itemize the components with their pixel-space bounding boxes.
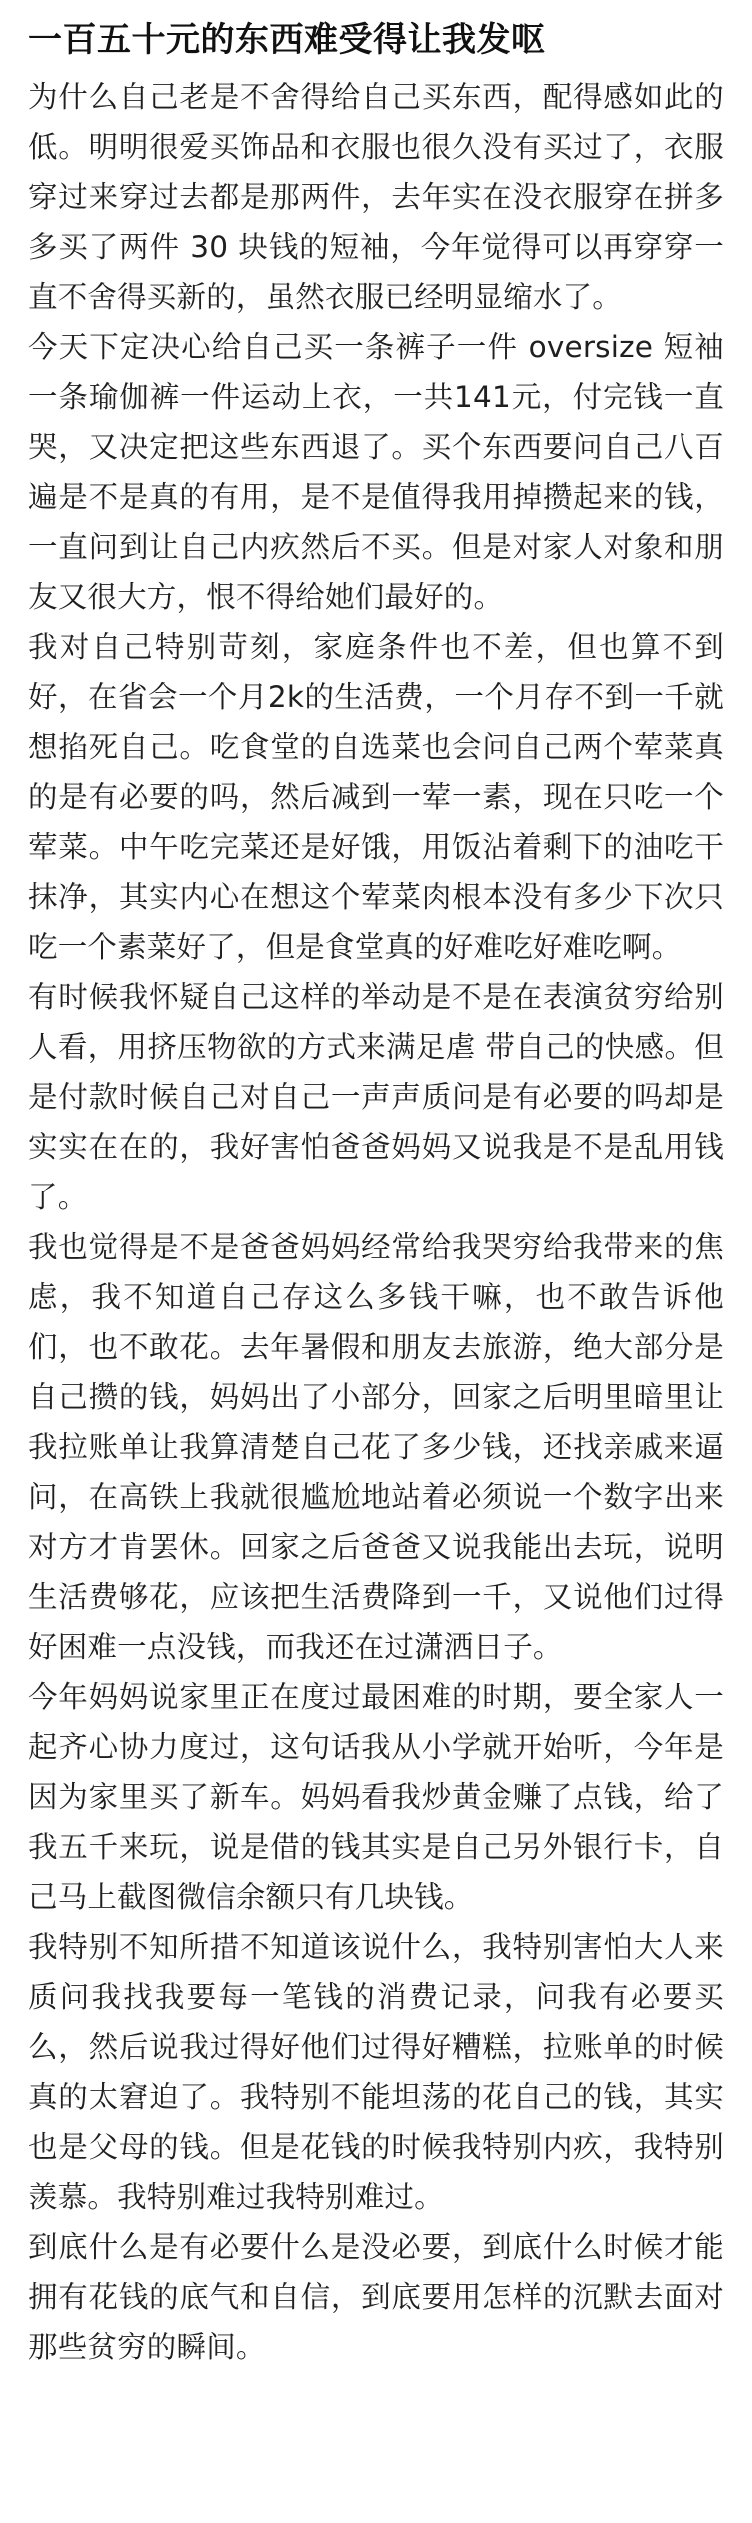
paragraph-4: 有时候我怀疑自己这样的举动是不是在表演贫穷给别人看，用挤压物欲的方式来满足虐 带自己的快感。但是付款时候自己对自己一声声质问是有必要的吗却是实实在在的，我好害怕爸爸妈妈又说我是不是乱用钱了。 xyxy=(28,980,724,1214)
post-title: 一百五十元的东西难受得让我发呕 xyxy=(28,20,546,60)
post-body xyxy=(28,72,724,2372)
paragraph-8: 到底什么是有必要什么是没必要，到底什么时候才能拥有花钱的底气和自信，到底要用怎样的沉默去面对那些贫穷的瞬间。 xyxy=(28,2230,724,2364)
paragraph-1: 为什么自己老是不舍得给自己买东西，配得感如此的低。明明很爱买饰品和衣服也很久没有买过了，衣服穿过来穿过去都是那两件，去年实在没衣服穿在拼多多买了两件 30 块钱的短袖，今年觉得可以再穿穿一直不舍得买新的，虽然衣服已经明显缩水了。 xyxy=(28,80,724,314)
paragraph-5: 我也觉得是不是爸爸妈妈经常给我哭穷给我带来的焦虑，我不知道自己存这么多钱干嘛，也不敢告诉他们，也不敢花。去年暑假和朋友去旅游，绝大部分是自己攒的钱，妈妈出了小部分，回家之后明里暗里让我拉账单让我算清楚自己花了多少钱，还找亲戚来逼问，在高铁上我就很尴尬地站着必须说一个数字出来对方才肯罢休。回家之后爸爸又说我能出去玩，说明生活费够花，应该把生活费降到一千，又说他们过得好困难一点没钱，而我还在过潇洒日子。 xyxy=(28,1230,724,1664)
paragraph-2: 今天下定决心给自己买一条裤子一件 oversize 短袖一条瑜伽裤一件运动上衣，一共141元，付完钱一直哭，又决定把这些东西退了。买个东西要问自己八百遍是不是真的有用，是不是值得我用掉攒起来的钱，一直问到让自己内疚然后不买。但是对家人对象和朋友又很大方，恨不得给她们最好的。 xyxy=(28,330,724,614)
paragraph-6: 今年妈妈说家里正在度过最困难的时期，要全家人一起齐心协力度过，这句话我从小学就开始听，今年是因为家里买了新车。妈妈看我炒黄金赚了点钱，给了我五千来玩，说是借的钱其实是自己另外银行卡，自己马上截图微信余额只有几块钱。 xyxy=(28,1680,724,1914)
paragraph-3: 我对自己特别苛刻，家庭条件也不差，但也算不到好，在省会一个月2k的生活费，一个月存不到一千就想掐死自己。吃食堂的自选菜也会问自己两个荤菜真的是有必要的吗，然后减到一荤一素，现在只吃一个荤菜。中午吃完菜还是好饿，用饭沾着剩下的油吃干抹净，其实内心在想这个荤菜肉根本没有多少下次只吃一个素菜好了，但是食堂真的好难吃好难吃啊。 xyxy=(28,630,724,964)
paragraph-7: 我特别不知所措不知道该说什么，我特别害怕大人来质问我找我要每一笔钱的消费记录，问我有必要买么，然后说我过得好他们过得好糟糕，拉账单的时候真的太窘迫了。我特别不能坦荡的花自己的钱，其实也是父母的钱。但是花钱的时候我特别内疚，我特别羡慕。我特别难过我特别难过。 xyxy=(28,1930,724,2214)
